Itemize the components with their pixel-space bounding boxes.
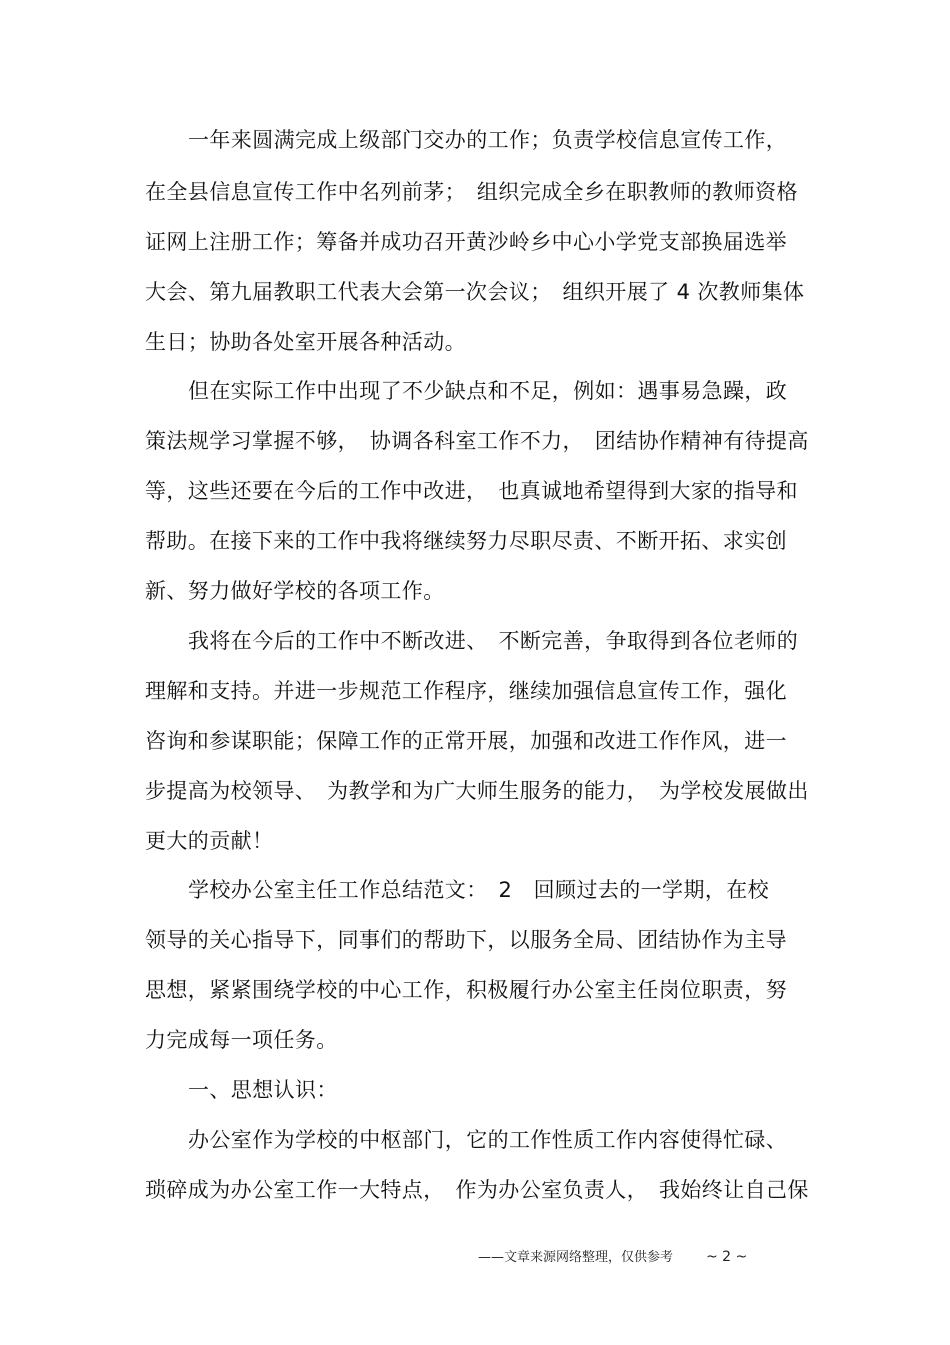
text-line: 等，这些还要在今后的工作中改进， 也真诚地希望得到大家的指导和 — [145, 479, 798, 503]
text-line: 一年来圆满完成上级部门交办的工作；负责学校信息宣传工作， — [188, 128, 788, 152]
text-line: 步提高为校领导、 为教学和为广大师生服务的能力， 为学校发展做出 — [145, 779, 809, 803]
text-line: 更大的贡献！ — [145, 829, 274, 853]
text-line: 证网上注册工作；筹备并成功召开黄沙岭乡中心小学党支部换届选举 — [145, 230, 787, 254]
text-line: 帮助。在接下来的工作中我将继续努力尽职尽责、不断开拓、求实创 — [145, 529, 787, 553]
text-line: 琐碎成为办公室工作一大特点， 作为办公室负责人， 我始终让自己保 — [145, 1178, 809, 1202]
text-line: 在全县信息宣传工作中名列前茅； 组织完成全乡在职教师的教师资格 — [145, 180, 798, 204]
page-number: ~ 2 ~ — [706, 1249, 748, 1265]
text-line: 力完成每一项任务。 — [145, 1028, 338, 1052]
text-line: 新、努力做好学校的各项工作。 — [145, 579, 445, 603]
text-line: 策法规学习掌握不够， 协调各科室工作不力， 团结协作精神有待提高 — [145, 429, 809, 453]
text-line: 理解和支持。并进一步规范工作程序，继续加强信息宣传工作，强化 — [145, 679, 787, 703]
text-line: 生日；协助各处室开展各种活动。 — [145, 330, 466, 354]
text-line: 咨询和参谋职能；保障工作的正常开展，加强和改进工作作风，进一 — [145, 729, 787, 753]
text-line: 我将在今后的工作中不断改进、 不断完善，争取得到各位老师的 — [188, 629, 799, 653]
text-line: 思想，紧紧围绕学校的中心工作，积极履行办公室主任岗位职责，努 — [145, 978, 787, 1002]
text-line: 办公室作为学校的中枢部门，它的工作性质工作内容使得忙碌、 — [188, 1128, 788, 1152]
text-line: 领导的关心指导下，同事们的帮助下，以服务全局、团结协作为主导 — [145, 928, 787, 952]
text-line: 学校办公室主任工作总结范文： 2 回顾过去的一学期，在校 — [188, 878, 770, 902]
footer-source-note: ——文章来源网络整理，仅供参考 — [478, 1250, 674, 1265]
text-line: 大会、第九届教职工代表大会第一次会议； 组织开展了 4 次教师集体 — [145, 280, 805, 304]
section-heading: 一、思想认识： — [188, 1078, 338, 1102]
text-line: 但在实际工作中出现了不少缺点和不足，例如：遇事易急躁，政 — [188, 379, 788, 403]
